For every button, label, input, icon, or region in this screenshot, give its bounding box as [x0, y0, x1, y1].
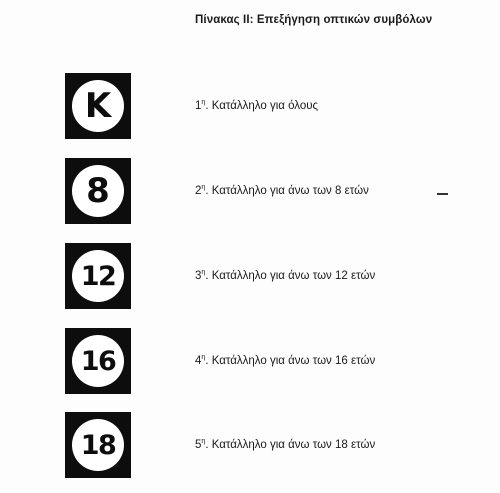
rating-8-icon	[65, 158, 131, 224]
ordinal-number: 1	[195, 100, 202, 112]
ordinal-number: 5	[195, 439, 202, 451]
rating-row-all	[65, 73, 485, 141]
description-text: . Κατάλληλο για όλους	[205, 100, 319, 112]
rating-symbol-label: 12	[72, 250, 124, 302]
rating-description	[195, 270, 375, 282]
rating-row-18	[65, 412, 485, 480]
table-title: Πίνακας ΙΙ: Επεξήγηση οπτικών συμβόλων	[195, 14, 433, 26]
description-text: . Κατάλληλο για άνω των 18 ετών	[205, 439, 376, 451]
rating-description	[195, 439, 375, 451]
rating-16-icon	[65, 328, 131, 394]
rating-row-16	[65, 328, 485, 396]
ordinal-suffix: η	[201, 269, 206, 276]
rating-symbol-label: 8	[72, 165, 124, 217]
ordinal-number: 4	[195, 355, 202, 367]
rating-symbol-label: 16	[72, 335, 124, 387]
rating-row-12	[65, 243, 485, 311]
ordinal-suffix: η	[201, 438, 206, 445]
description-text: . Κατάλληλο για άνω των 16 ετών	[205, 355, 376, 367]
ordinal-suffix: η	[201, 354, 206, 361]
ordinal-suffix: η	[201, 99, 206, 106]
description-text: . Κατάλληλο για άνω των 8 ετών	[205, 185, 369, 197]
rating-k-icon	[65, 73, 131, 139]
ordinal-number: 2	[195, 185, 202, 197]
rating-symbol-label: 18	[72, 419, 124, 471]
rating-row-8	[65, 158, 485, 226]
rating-18-icon	[65, 412, 131, 478]
rating-description	[195, 185, 369, 197]
rating-12-icon	[65, 243, 131, 309]
rating-description	[195, 100, 318, 112]
rating-description	[195, 355, 375, 367]
ordinal-suffix: η	[201, 184, 206, 191]
scan-mark	[437, 193, 448, 195]
rating-symbol-label: K	[72, 80, 124, 132]
description-text: . Κατάλληλο για άνω των 12 ετών	[205, 270, 376, 282]
ordinal-number: 3	[195, 270, 202, 282]
